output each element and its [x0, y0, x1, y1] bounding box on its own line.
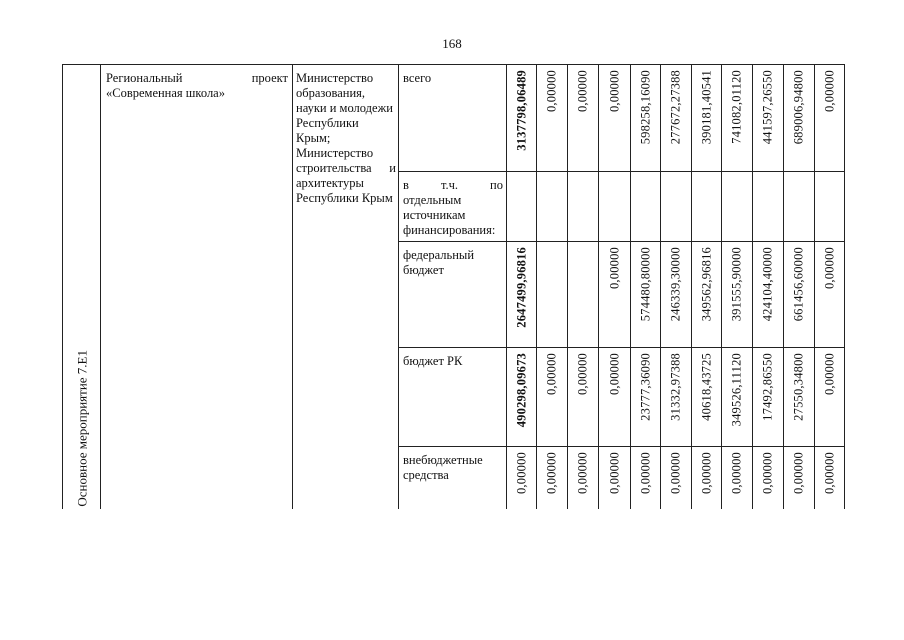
- source-label: бюджет РК: [403, 354, 463, 368]
- value-text: 741082,01120: [729, 70, 744, 144]
- value-cell: [784, 65, 815, 172]
- value-cell: [507, 242, 537, 348]
- value-cell: [692, 172, 722, 242]
- value-cell: [815, 65, 845, 172]
- source-label: внебюджетные средства: [403, 453, 483, 482]
- value-cell: [599, 242, 631, 348]
- value-text: 0,00000: [544, 452, 559, 495]
- value-text: 40618,43725: [699, 353, 713, 421]
- value-cell: [568, 172, 599, 242]
- executor-line: Республики: [296, 116, 359, 130]
- value-cell: [599, 348, 631, 447]
- value-cell: [661, 447, 692, 510]
- value-cell: [537, 447, 568, 510]
- value-cell: [815, 447, 845, 510]
- value-cell: [568, 65, 599, 172]
- value-text: 424104,40000: [760, 247, 775, 322]
- value-text: 349526,11120: [729, 353, 744, 427]
- value-cell: [753, 447, 784, 510]
- value-text: 2647499,96816: [514, 247, 528, 328]
- executor-line: образования,: [296, 86, 366, 100]
- executor-line: науки и молодежи: [296, 101, 393, 115]
- value-text: 661456,60000: [791, 247, 806, 322]
- value-cell: [537, 172, 568, 242]
- value-text: 0,00000: [575, 452, 590, 495]
- value-text: 0,00000: [575, 70, 590, 113]
- value-cell: [507, 172, 537, 242]
- value-cell: [507, 447, 537, 510]
- value-cell: [568, 242, 599, 348]
- value-cell: [568, 447, 599, 510]
- value-cell: [692, 65, 722, 172]
- executor-line: архитектуры: [296, 176, 364, 190]
- value-text: 0,00000: [607, 70, 621, 113]
- value-cell: [753, 65, 784, 172]
- value-text: 0,00000: [791, 452, 806, 495]
- measure-label: Основное мероприятие 7.Е1: [74, 350, 89, 507]
- page-number: 168: [442, 36, 462, 51]
- project-label-part2: проект: [251, 71, 288, 85]
- value-text: 349562,96816: [699, 247, 713, 322]
- value-text: 0,00000: [607, 353, 621, 396]
- value-cell: [599, 65, 631, 172]
- value-cell: [784, 172, 815, 242]
- value-cell: [692, 447, 722, 510]
- value-cell: [507, 65, 537, 172]
- value-cell: [722, 172, 753, 242]
- executor-line: Министерство: [296, 146, 374, 160]
- value-cell: [537, 242, 568, 348]
- source-label: федеральный бюджет: [403, 248, 475, 277]
- value-cell: [537, 348, 568, 447]
- value-text: 574480,80000: [638, 247, 652, 322]
- value-text: 598258,16090: [638, 70, 652, 145]
- value-cell: [631, 348, 661, 447]
- value-text: 441597,26550: [760, 70, 775, 145]
- value-text: 31332,97388: [668, 353, 683, 421]
- value-cell: [599, 447, 631, 510]
- value-cell: [722, 348, 753, 447]
- value-cell: [631, 242, 661, 348]
- measure-cell: [63, 65, 101, 510]
- value-cell: [784, 348, 815, 447]
- table-row-total: [63, 65, 845, 172]
- project-label-part1: Региональный: [106, 71, 183, 85]
- value-text: 0,00000: [575, 353, 590, 396]
- value-text: 3137798,06489: [514, 70, 528, 151]
- source-label: всего: [403, 71, 432, 85]
- value-cell: [722, 447, 753, 510]
- source-cell: [399, 242, 507, 348]
- value-text: 0,00000: [514, 452, 528, 495]
- value-text: 689006,94800: [791, 70, 806, 145]
- executor-line: Республики Крым: [296, 191, 393, 205]
- executor-line: строительства и: [296, 161, 396, 175]
- value-text: 0,00000: [544, 353, 559, 396]
- project-cell: [101, 65, 293, 510]
- value-text: 246339,30000: [668, 247, 683, 322]
- value-text: 0,00000: [822, 70, 836, 113]
- value-text: 0,00000: [699, 452, 713, 495]
- value-text: 0,00000: [668, 452, 683, 495]
- value-cell: [507, 348, 537, 447]
- value-cell: [784, 242, 815, 348]
- source-cell: [399, 65, 507, 172]
- value-text: 0,00000: [760, 452, 775, 495]
- value-text: 0,00000: [607, 247, 621, 290]
- source-cell: [399, 447, 507, 510]
- value-cell: [631, 65, 661, 172]
- executor-line: Крым;: [296, 131, 331, 145]
- value-cell: [631, 172, 661, 242]
- value-text: 0,00000: [822, 353, 836, 396]
- value-cell: [537, 65, 568, 172]
- value-text: 0,00000: [729, 452, 744, 495]
- value-cell: [692, 242, 722, 348]
- executor-line: Министерство: [296, 71, 374, 85]
- value-cell: [753, 242, 784, 348]
- executor-cell: [293, 65, 399, 510]
- source-cell: [399, 348, 507, 447]
- value-text: 391555,90000: [729, 247, 744, 322]
- project-label-part3: «Современная школа»: [106, 86, 225, 100]
- value-cell: [722, 65, 753, 172]
- value-cell: [661, 65, 692, 172]
- source-label: в т.ч. по отдельным источникам финансирования:: [403, 178, 503, 237]
- value-cell: [661, 242, 692, 348]
- source-cell: [399, 172, 507, 242]
- value-cell: [784, 447, 815, 510]
- value-text: 0,00000: [822, 247, 836, 290]
- value-cell: [815, 348, 845, 447]
- value-text: 0,00000: [638, 452, 652, 495]
- value-cell: [631, 447, 661, 510]
- value-text: 0,00000: [544, 70, 559, 113]
- value-text: 0,00000: [607, 452, 621, 495]
- budget-table: [62, 64, 845, 509]
- value-cell: [661, 172, 692, 242]
- value-cell: [599, 172, 631, 242]
- value-text: 27550,34800: [791, 353, 806, 421]
- value-text: 17492,86550: [760, 353, 775, 421]
- value-cell: [815, 172, 845, 242]
- value-cell: [753, 348, 784, 447]
- value-text: 277672,27388: [668, 70, 683, 145]
- value-cell: [661, 348, 692, 447]
- value-cell: [722, 242, 753, 348]
- value-cell: [753, 172, 784, 242]
- value-cell: [692, 348, 722, 447]
- value-text: 0,00000: [822, 452, 836, 495]
- value-text: 23777,36090: [638, 353, 652, 421]
- value-cell: [815, 242, 845, 348]
- value-text: 490298,09673: [514, 353, 528, 428]
- value-cell: [568, 348, 599, 447]
- value-text: 390181,40541: [699, 70, 713, 145]
